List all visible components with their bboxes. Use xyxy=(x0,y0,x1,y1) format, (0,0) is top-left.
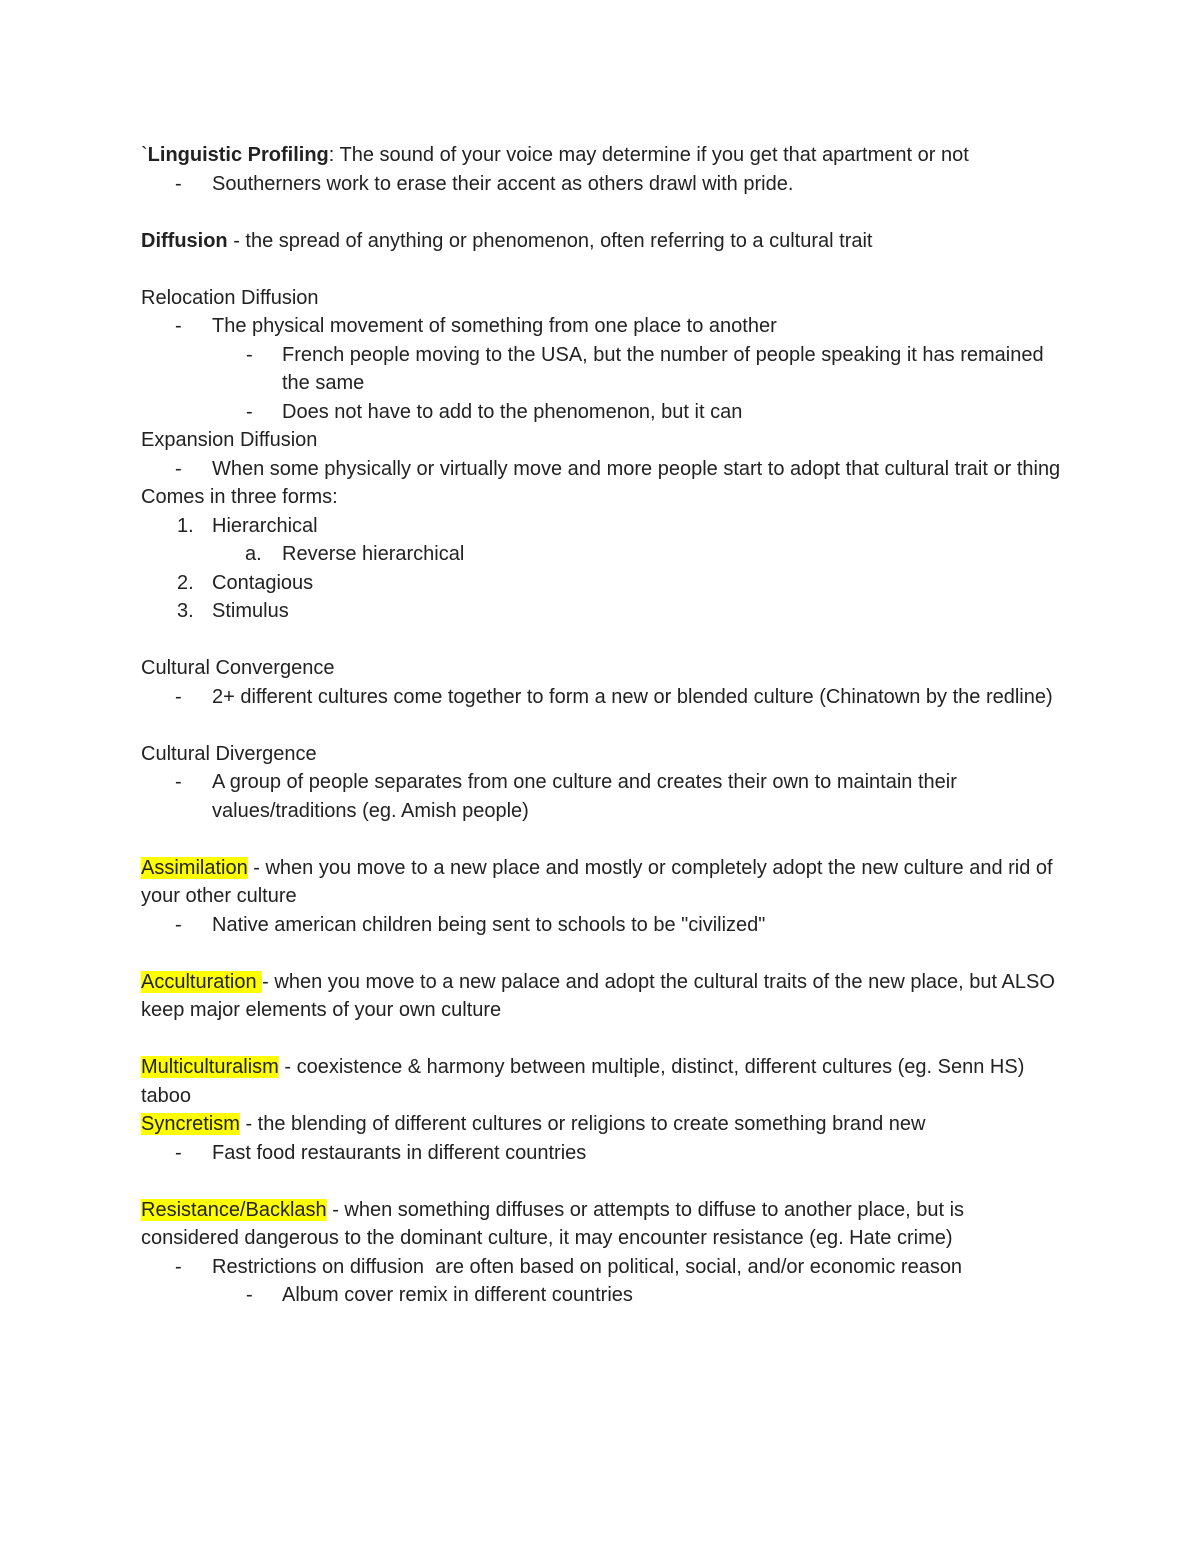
heading-three-forms: Comes in three forms: xyxy=(141,486,338,508)
list-item-text: Native american children being sent to schools to be "civilized" xyxy=(212,913,766,936)
list-item xyxy=(141,768,1061,825)
heading-expansion-diffusion: Expansion Diffusion xyxy=(141,429,318,451)
definition-acculturation: - when you move to a new palace and adopt the cultural traits of the new place, but ALSO keep major elements of your own culture xyxy=(141,970,1061,1021)
numbered-item-text: Stimulus xyxy=(212,600,289,622)
term-resistance-backlash: Resistance/Backlash xyxy=(141,1198,327,1221)
list-item-text: When some physically or virtually move and more people start to adopt that cultural trait or thing xyxy=(212,457,1061,480)
list-item-text: Southerners work to erase their accent as others drawl with pride. xyxy=(212,172,794,195)
list-item xyxy=(141,341,1061,398)
dash-marker: - xyxy=(246,400,253,423)
list-item-text: The physical movement of something from one place to another xyxy=(212,315,777,337)
numbered-item-text: Contagious xyxy=(212,571,314,594)
acculturation-paragraph xyxy=(141,968,1061,1025)
heading-cultural-convergence: Cultural Convergence xyxy=(141,657,335,679)
term-diffusion: Diffusion xyxy=(141,229,228,252)
list-item xyxy=(141,398,1061,427)
definition-assimilation: - when you move to a new place and mostly or completely adopt the new culture and rid of your other culture xyxy=(141,856,1059,907)
dash-marker: - xyxy=(175,1141,182,1164)
dash-marker: - xyxy=(175,913,182,936)
dash-marker: - xyxy=(175,172,182,195)
numbered-item xyxy=(141,512,1061,541)
term-acculturation: Acculturation xyxy=(141,970,263,993)
list-item-text: Fast food restaurants in different countries xyxy=(212,1141,587,1164)
numbered-item xyxy=(141,569,1061,598)
dash-marker: - xyxy=(175,457,182,480)
number-marker: 3. xyxy=(177,600,194,622)
multiculturalism-paragraph xyxy=(141,1053,1061,1082)
definition-resistance: - when something diffuses or attempts to diffuse to another place, but is considered dangerous to the dominant culture, it may encounter resistance (eg. Hate crime) xyxy=(141,1198,970,1249)
heading-relocation-diffusion: Relocation Diffusion xyxy=(141,286,319,309)
dash-marker: - xyxy=(246,343,253,366)
dash-marker: - xyxy=(175,771,182,793)
lettered-item xyxy=(141,540,1061,569)
letter-marker: a. xyxy=(245,543,262,565)
list-item xyxy=(141,1253,1061,1282)
lettered-item-text: Reverse hierarchical xyxy=(282,543,465,565)
syncretism-paragraph xyxy=(141,1110,1061,1139)
definition-syncretism: - the blending of different cultures or religions to create something brand new xyxy=(239,1113,926,1135)
list-item xyxy=(141,1139,1061,1168)
list-item-text: Album cover remix in different countries xyxy=(282,1284,633,1306)
term-multiculturalism: Multiculturalism xyxy=(141,1056,279,1078)
list-item-text: Restrictions on diffusion are often based on political, social, and/or economic reason xyxy=(212,1255,963,1278)
diffusion-paragraph xyxy=(141,227,1061,256)
list-item-text: French people moving to the USA, but the number of people speaking it has remained the same xyxy=(282,343,1050,394)
numbered-item-text: Hierarchical xyxy=(212,514,318,537)
document-page xyxy=(141,141,1061,1310)
number-marker: 2. xyxy=(177,571,194,594)
list-item xyxy=(141,170,1061,199)
list-item-text: A group of people separates from one culture and creates their own to maintain their values/traditions (eg. Amish people) xyxy=(212,771,963,822)
list-item xyxy=(141,911,1061,940)
list-item-text: Does not have to add to the phenomenon, but it can xyxy=(282,400,743,423)
list-item xyxy=(141,312,1061,341)
numbered-item xyxy=(141,597,1061,626)
resistance-paragraph xyxy=(141,1196,1061,1253)
number-marker: 1. xyxy=(177,514,194,537)
list-item xyxy=(141,1281,1061,1310)
dash-marker: - xyxy=(175,1255,182,1278)
term-linguistic-profiling: Linguistic Profiling xyxy=(147,144,329,166)
term-assimilation: Assimilation xyxy=(141,856,248,879)
assimilation-paragraph xyxy=(141,854,1061,911)
list-item xyxy=(141,683,1061,712)
definition-diffusion: - the spread of anything or phenomenon, often referring to a cultural trait xyxy=(227,229,873,252)
dash-marker: - xyxy=(175,685,182,708)
heading-cultural-divergence: Cultural Divergence xyxy=(141,742,317,765)
dash-marker: - xyxy=(175,315,182,337)
backtick-char: ` xyxy=(141,144,148,166)
list-item-text: 2+ different cultures come together to form a new or blended culture (Chinatown by the redline) xyxy=(212,685,1053,708)
list-item xyxy=(141,455,1061,484)
definition-multiculturalism: - coexistence & harmony between multiple, distinct, different cultures (eg. Senn HS) xyxy=(278,1056,1025,1078)
definition-linguistic-profiling: : The sound of your voice may determine if you get that apartment or not xyxy=(328,144,969,166)
term-syncretism: Syncretism xyxy=(141,1113,240,1135)
dash-marker: - xyxy=(246,1284,253,1306)
taboo-note: taboo xyxy=(141,1084,192,1107)
linguistic-profiling-paragraph xyxy=(141,141,1061,170)
